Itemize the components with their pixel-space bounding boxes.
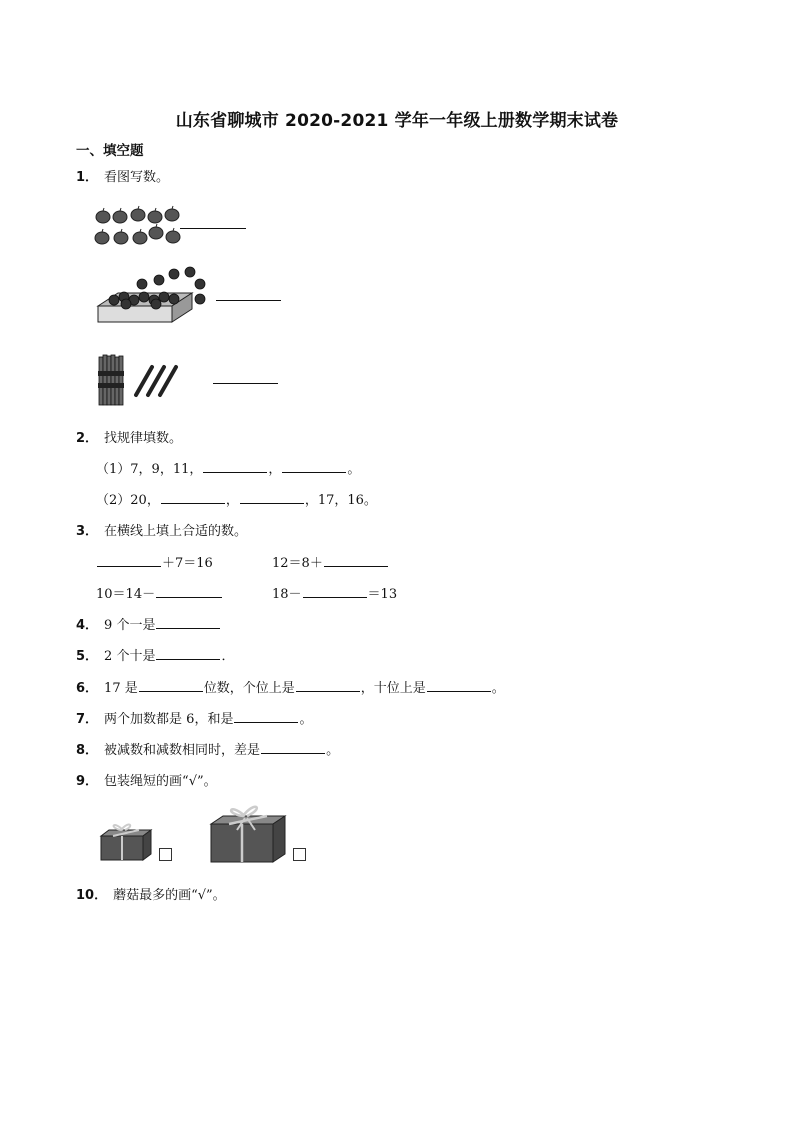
question-text: 2 个十是 [104, 649, 156, 664]
answer-blank[interactable] [282, 460, 346, 473]
answer-blank[interactable] [234, 710, 298, 723]
answer-blank[interactable] [97, 554, 161, 567]
answer-blank[interactable] [203, 460, 267, 473]
end-mark: ． [221, 649, 235, 664]
question-6 [76, 677, 505, 696]
question-text: 蘑菇最多的画“√”。 [113, 888, 226, 903]
sticks-bundle-illustration [96, 353, 192, 407]
question-text: 找规律填数。 [104, 431, 183, 446]
question-number: 4． [76, 618, 99, 633]
question-9 [76, 770, 217, 789]
question-2-part-1 [96, 458, 360, 477]
question-number: 3． [76, 524, 99, 539]
question-text: 17 是 [104, 681, 138, 696]
fruit-box-illustration [96, 266, 214, 326]
question-4 [76, 614, 221, 633]
large-gift-box-illustration [209, 802, 287, 864]
question-number: 1． [76, 170, 99, 185]
equation-text: 18－ [272, 587, 302, 602]
question-1 [76, 166, 169, 185]
answer-blank[interactable] [156, 585, 222, 598]
question-3 [76, 520, 247, 539]
equation-d [272, 583, 397, 602]
end-mark: 。 [491, 681, 505, 696]
answer-blank[interactable] [156, 616, 220, 629]
question-10 [76, 884, 226, 903]
page-title: 山东省聊城市 2020-2021 学年一年级上册数学期末试卷 [175, 111, 619, 131]
answer-blank[interactable] [156, 647, 220, 660]
question-text: 被减数和减数相同时，差是 [104, 743, 261, 758]
question-number: 6． [76, 681, 99, 696]
equation-a [96, 552, 213, 571]
answer-blank[interactable] [139, 679, 203, 692]
checkbox-small-gift[interactable] [159, 848, 172, 861]
end-mark: 。 [347, 462, 361, 477]
answer-blank[interactable] [240, 491, 304, 504]
equation-text: ＝13 [367, 587, 398, 602]
equation-text: 10＝14－ [96, 587, 156, 602]
question-text: 9 个一是 [104, 618, 156, 633]
part-text: ，17，16。 [304, 493, 377, 508]
answer-blank[interactable] [261, 741, 325, 754]
question-2 [76, 427, 182, 446]
question-number: 2． [76, 431, 99, 446]
small-gift-box-illustration [99, 822, 153, 862]
part-text: （1）7，9，11， [96, 462, 203, 477]
answer-blank[interactable] [296, 679, 360, 692]
answer-line-1b[interactable] [216, 300, 281, 301]
question-text: 两个加数都是 6，和是 [104, 712, 234, 727]
question-number: 5． [76, 649, 99, 664]
question-2-part-2 [96, 489, 377, 508]
question-7 [76, 708, 312, 727]
separator: ， [225, 493, 239, 508]
section-heading: 一、填空题 [76, 143, 144, 159]
answer-line-1a[interactable] [180, 228, 246, 229]
end-mark: 。 [299, 712, 313, 727]
question-text: 位数，个位上是 [203, 681, 295, 696]
question-text: 在横线上填上合适的数。 [104, 524, 248, 539]
answer-line-1c[interactable] [213, 383, 278, 384]
equation-b [272, 552, 389, 571]
answer-blank[interactable] [303, 585, 367, 598]
answer-blank[interactable] [161, 491, 225, 504]
equation-text: 12＝8＋ [272, 556, 323, 571]
question-text: ，十位上是 [360, 681, 426, 696]
end-mark: 。 [326, 743, 340, 758]
part-text: （2）20， [96, 493, 160, 508]
question-8 [76, 739, 339, 758]
question-number: 9． [76, 774, 99, 789]
question-text: 看图写数。 [104, 170, 170, 185]
equation-text: ＋7＝16 [162, 556, 213, 571]
question-number: 8． [76, 743, 99, 758]
checkbox-large-gift[interactable] [293, 848, 306, 861]
apples-illustration [90, 204, 185, 250]
question-text: 包装绳短的画“√”。 [104, 774, 217, 789]
equation-c [96, 583, 223, 602]
separator: ， [268, 462, 282, 477]
answer-blank[interactable] [427, 679, 491, 692]
question-number: 10． [76, 888, 108, 903]
answer-blank[interactable] [324, 554, 388, 567]
question-number: 7． [76, 712, 99, 727]
question-5 [76, 645, 234, 664]
